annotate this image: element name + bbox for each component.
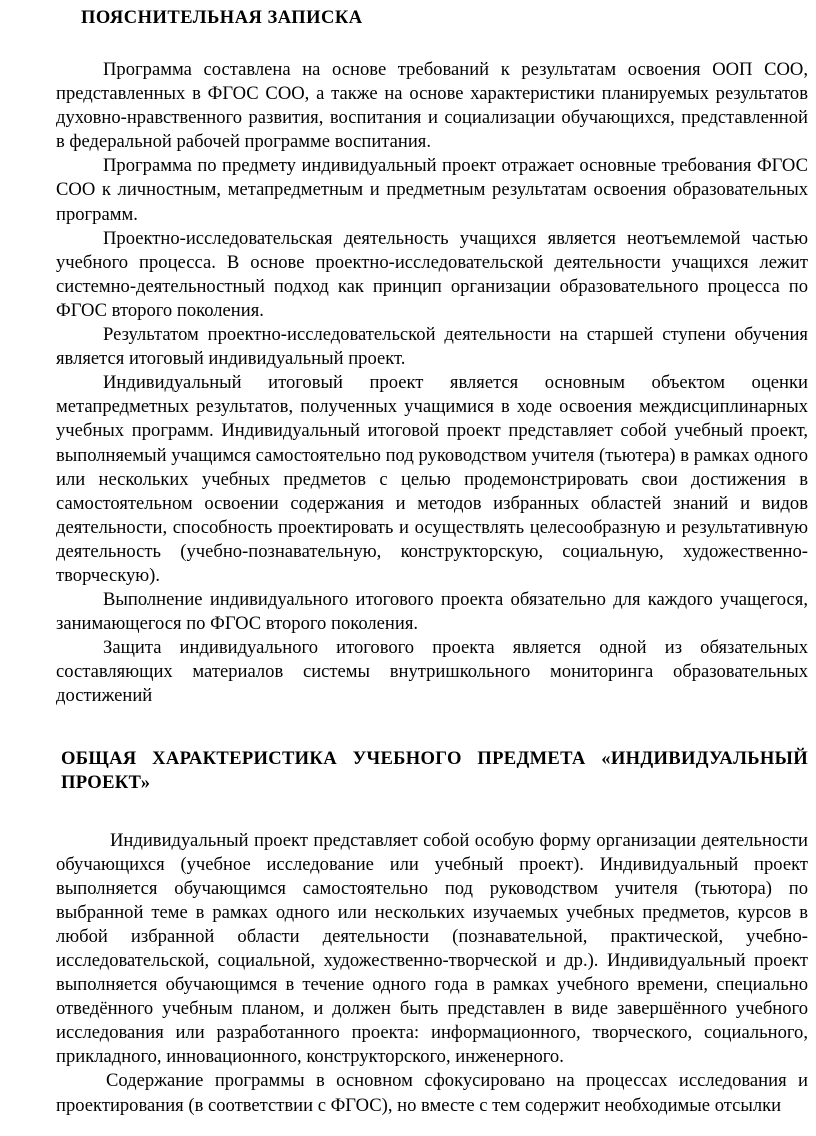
paragraph: Результатом проектно-исследовательской деятельности на старшей ступени обучения является итоговый индивидуальный проект.: [56, 324, 808, 370]
explanatory-note-section: [56, 58, 808, 709]
document-title: ПОЯСНИТЕЛЬНАЯ ЗАПИСКА: [81, 8, 363, 28]
paragraph: Защита индивидуального итогового проекта является одной из обязательных составляющих материалов системы внутришкольного мониторинга образовательных достижений: [56, 637, 808, 707]
paragraph: Программа составлена на основе требований к результатам освоения ООП СОО, представленных в ФГОС СОО, а также на основе характеристики планируемых результатов духовно-нравственного развития, воспитания и социализации обучающихся, представленной в федеральной рабочей программе воспитания.: [56, 59, 808, 153]
paragraph: Содержание программы в основном сфокусировано на процессах исследования и проектирования (в соответствии с ФГОС), но вместе с тем содержит необходимые отсылки: [56, 1070, 808, 1116]
document-page: [56, 6, 808, 1118]
paragraph: Программа по предмету индивидуальный проект отражает основные требования ФГОС СОО к личностным, метапредметным и предметным результатам освоения образовательных программ.: [56, 155, 808, 225]
subject-characteristics-section: [56, 829, 808, 1118]
section-heading: ОБЩАЯ ХАРАКТЕРИСТИКА УЧЕБНОГО ПРЕДМЕТА «ИНДИВИДУАЛЬНЫЙ ПРОЕКТ»: [61, 747, 808, 793]
paragraph: Выполнение индивидуального итогового проекта обязательно для каждого учащегося, занимающегося по ФГОС второго поколения.: [56, 589, 808, 635]
paragraph: Индивидуальный проект представляет собой особую форму организации деятельности обучающихся (учебное исследование или учебный проект). Индивидуальный проект выполняется обучающимся самостоятельно под руководством учителя (тьютора) по выбранной теме в рамках одного или нескольких изучаемых учебных предметов, курсов в любой избранной области деятельности (познавательной, практической, учебно-исследовательской, социальной, художественно-творческой и др.). Индивидуальный проект выполняется обучающимся в течение одного года в рамках учебного времени, специально отведённого учебным планом, и должен быть представлен в виде завершённого учебного исследования или разработанного проекта: информационного, творческого, социального, прикладного, инновационного, конструкторского, инженерного.: [56, 829, 808, 1068]
paragraph: Проектно-исследовательская деятельность учащихся является неотъемлемой частью учебного процесса. В основе проектно-исследовательской деятельности учащихся лежит системно-деятельностный подход как принцип организации образовательного процесса по ФГОС второго поколения.: [56, 227, 808, 321]
paragraph: Индивидуальный итоговый проект является основным объектом оценки метапредметных результатов, полученных учащимися в ходе освоения междисциплинарных учебных программ. Индивидуальный итоговой проект представляет собой учебный проект, выполняемый учащимся самостоятельно под руководством учителя (тьютера) в рамках одного или нескольких учебных предметов с целью продемонстрировать свои достижения в самостоятельном освоении содержания и методов избранных областей знаний и видов деятельности, способность проектировать и осуществлять целесообразную и результативную деятельность (учебно-познавательную, конструкторскую, социальную, художественно-творческую).: [56, 372, 808, 586]
